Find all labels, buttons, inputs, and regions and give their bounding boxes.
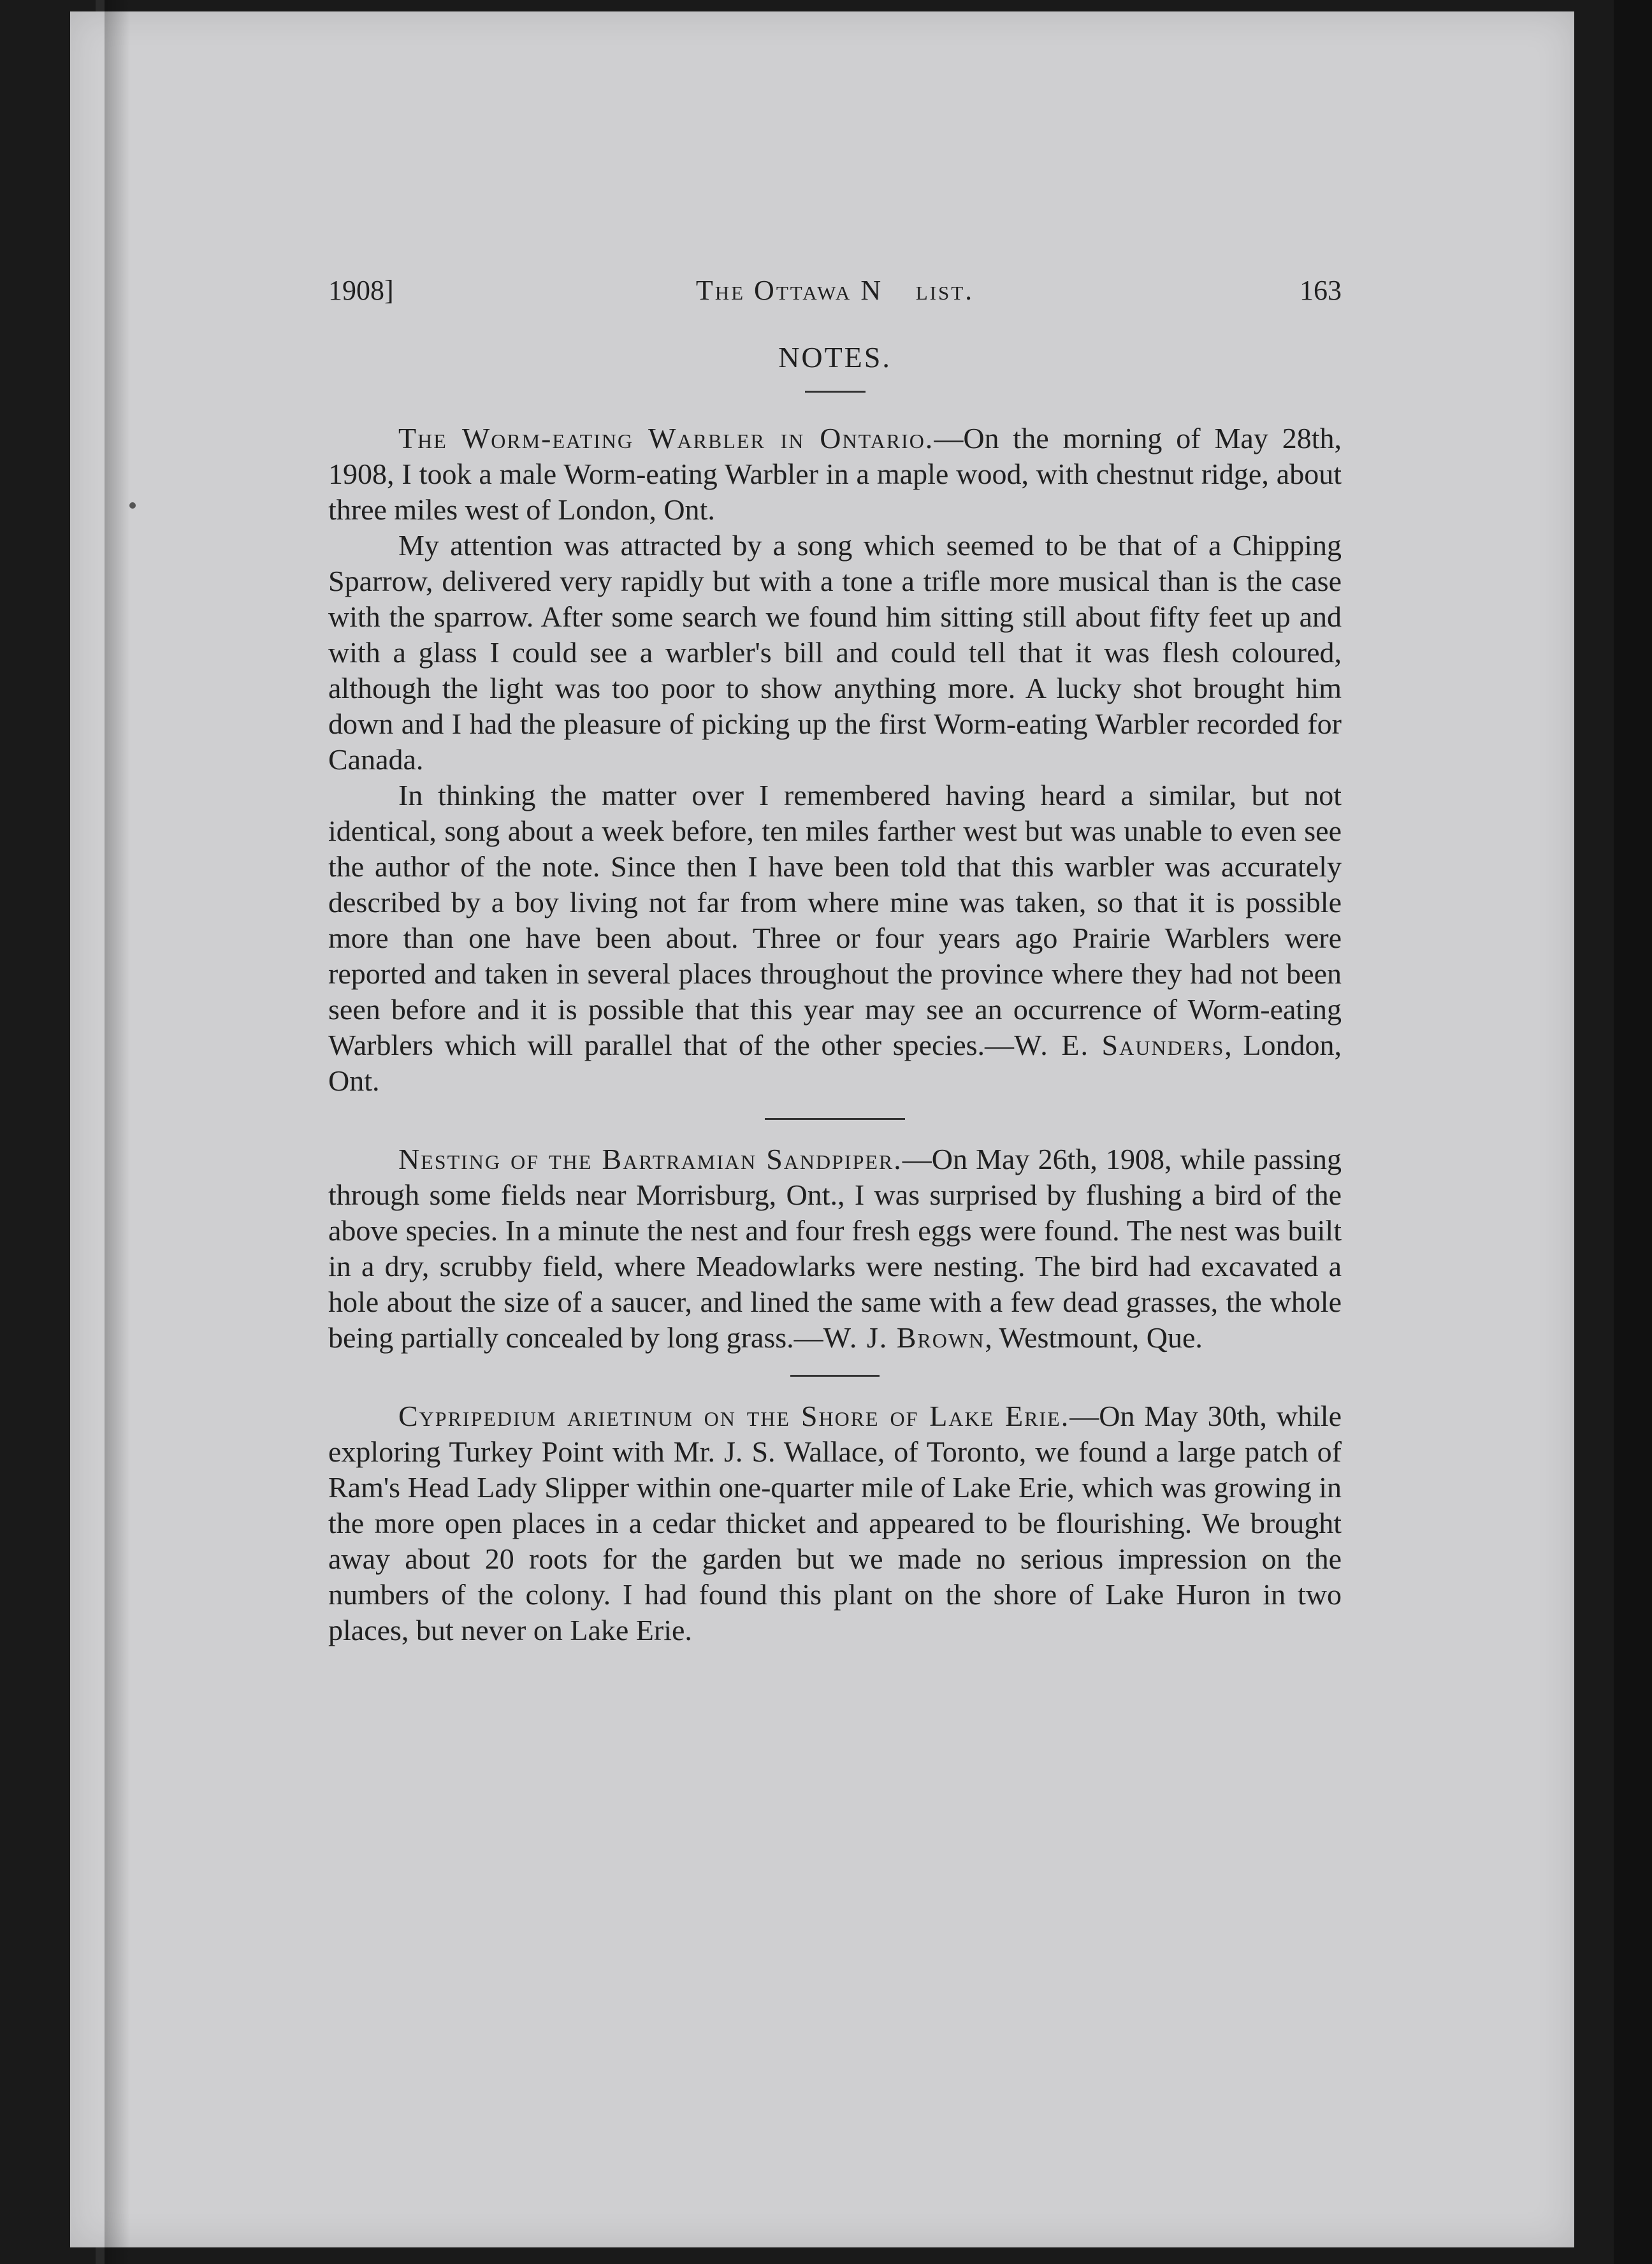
note-heading: The Worm-eating Warbler in Ontario.: [398, 422, 934, 454]
note-worm-eating-warbler: [328, 421, 1342, 1099]
note-bartramian-sandpiper: [328, 1142, 1342, 1356]
note-location: , Westmount, Que.: [985, 1321, 1203, 1354]
gutter-shadow: [105, 0, 130, 2264]
running-header: [328, 261, 1342, 319]
note-text: In thinking the matter over I remembered having heard a similar, but not identical, song about a week before, ten miles farther west but was unable to even see the author of the note. Since then I have been told that this warbler was accurately described by a boy living not far from where mine was taken, so that it is possible more than one have been about. Three or four years ago Prairie Warblers were reported and taken in several places throughout the province where they had not been seen before and it is possible that this year may see an occurrence of Worm-eating Warblers which will parallel that of the other species.—: [328, 779, 1342, 1061]
scan-edge: [1614, 0, 1652, 2264]
note-text: —On May 30th, while exploring Turkey Point with Mr. J. S. Wallace, of Toronto, we found a large patch of Ram's Head Lady Slipper within one-quarter mile of Lake Erie, which was growing in the more open places in a cedar thicket and appeared to be flourishing. We brought away about 20 roots for the garden but we made no serious impression on the numbers of the colony. I had found this plant on the shore of Lake Huron in two places, but never on Lake Erie.: [328, 1400, 1342, 1646]
note-text: —On May 26th, 1908, while passing through some fields near Morrisburg, Ont., I was surprised by flushing a bird of the above species. In a minute the nest and four fresh eggs were found. The nest was built in a dry, scrubby field, where Meadowlarks were nesting. The bird had excavated a hole about the size of a saucer, and lined the same with a few dead grasses, the whole being partially concealed by long grass.—: [328, 1143, 1342, 1354]
scan-speck: [129, 502, 136, 509]
note-paragraph: [328, 778, 1342, 1099]
note-heading: Nesting of the Bartramian Sandpiper.: [398, 1143, 902, 1175]
note-signature: W. E. Saunders: [1014, 1029, 1225, 1061]
note-location: , London, Ont.: [328, 1029, 1342, 1097]
note-heading: Cypripedium arietinum on the Shore of Lake Erie.: [398, 1400, 1070, 1432]
note-paragraph: [328, 1398, 1342, 1648]
note-cypripedium: [328, 1398, 1342, 1648]
note-text: —On the morning of May 28th, 1908, I took a male Worm-eating Warbler in a maple wood, with chestnut ridge, about three miles west of London, Ont.: [328, 422, 1342, 526]
header-page-number: 163: [1300, 275, 1342, 306]
note-paragraph: My attention was attracted by a song which seemed to be that of a Chipping Sparrow, delivered very rapidly but with a tone a trifle more musical than is the case with the sparrow. After some search we found him sitting still about fifty feet up and with a glass I could see a warbler's bill and could tell that it was flesh coloured, although the light was too poor to show anything more. A lucky shot brought him down and I had the pleasure of picking up the first Worm-eating Warbler recorded for Canada.: [328, 529, 1342, 776]
title-rule: [805, 391, 866, 393]
header-journal: The Ottawa N list.: [695, 275, 975, 306]
separator-rule: [790, 1375, 880, 1377]
page-content: [328, 261, 1342, 1648]
note-paragraph: [328, 421, 1342, 528]
header-year: 1908]: [328, 275, 394, 306]
section-title: NOTES.: [778, 341, 892, 374]
note-paragraph: [328, 1142, 1342, 1356]
separator-rule: [765, 1118, 905, 1120]
note-signature: W. J. Brown: [823, 1321, 985, 1354]
